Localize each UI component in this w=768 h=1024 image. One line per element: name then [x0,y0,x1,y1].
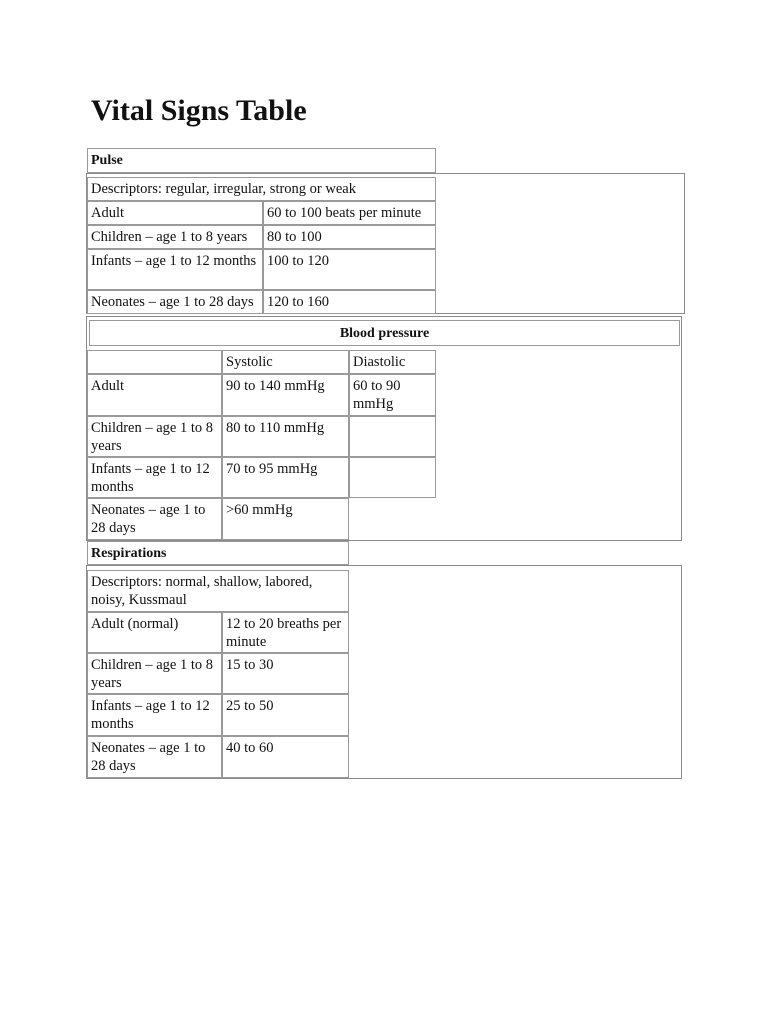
pulse-row-value-infants: 100 to 120 [263,249,436,290]
bp-row-label-infants: Infants – age 1 to 12 months [87,457,222,498]
pulse-row-label-adult: Adult [87,201,263,225]
resp-row-label-infants: Infants – age 1 to 12 months [87,694,222,736]
bp-row-label-adult: Adult [87,374,222,416]
respirations-heading: Respirations [87,541,349,565]
bp-row-diastolic-children [349,416,436,457]
pulse-row-label-neonates: Neonates – age 1 to 28 days [87,290,263,314]
resp-row-value-infants: 25 to 50 [222,694,349,736]
pulse-row-value-neonates: 120 to 160 [263,290,436,314]
bp-row-label-children: Children – age 1 to 8 years [87,416,222,457]
respirations-descriptors: Descriptors: normal, shallow, labored, noisy, Kussmaul [87,570,349,612]
bp-row-systolic-infants: 70 to 95 mmHg [222,457,349,498]
bp-column-header-blank [87,350,222,374]
pulse-heading: Pulse [87,148,436,173]
pulse-row-value-adult: 60 to 100 beats per minute [263,201,436,225]
pulse-row-value-children: 80 to 100 [263,225,436,249]
resp-row-value-adult: 12 to 20 breaths per minute [222,612,349,653]
resp-row-label-children: Children – age 1 to 8 years [87,653,222,694]
resp-row-label-neonates: Neonates – age 1 to 28 days [87,736,222,778]
resp-row-value-children: 15 to 30 [222,653,349,694]
bp-column-header-systolic: Systolic [222,350,349,374]
bp-heading: Blood pressure [89,320,680,346]
pulse-descriptors: Descriptors: regular, irregular, strong or weak [87,177,436,201]
bp-column-header-diastolic: Diastolic [349,350,436,374]
resp-row-label-adult: Adult (normal) [87,612,222,653]
bp-row-systolic-neonates: >60 mmHg [222,498,349,540]
bp-row-diastolic-infants [349,457,436,498]
bp-row-systolic-adult: 90 to 140 mmHg [222,374,349,416]
page-title: Vital Signs Table [91,94,307,127]
pulse-row-label-children: Children – age 1 to 8 years [87,225,263,249]
bp-row-systolic-children: 80 to 110 mmHg [222,416,349,457]
bp-row-label-neonates: Neonates – age 1 to 28 days [87,498,222,540]
bp-row-diastolic-adult: 60 to 90 mmHg [349,374,436,416]
pulse-row-label-infants: Infants – age 1 to 12 months [87,249,263,290]
resp-row-value-neonates: 40 to 60 [222,736,349,778]
